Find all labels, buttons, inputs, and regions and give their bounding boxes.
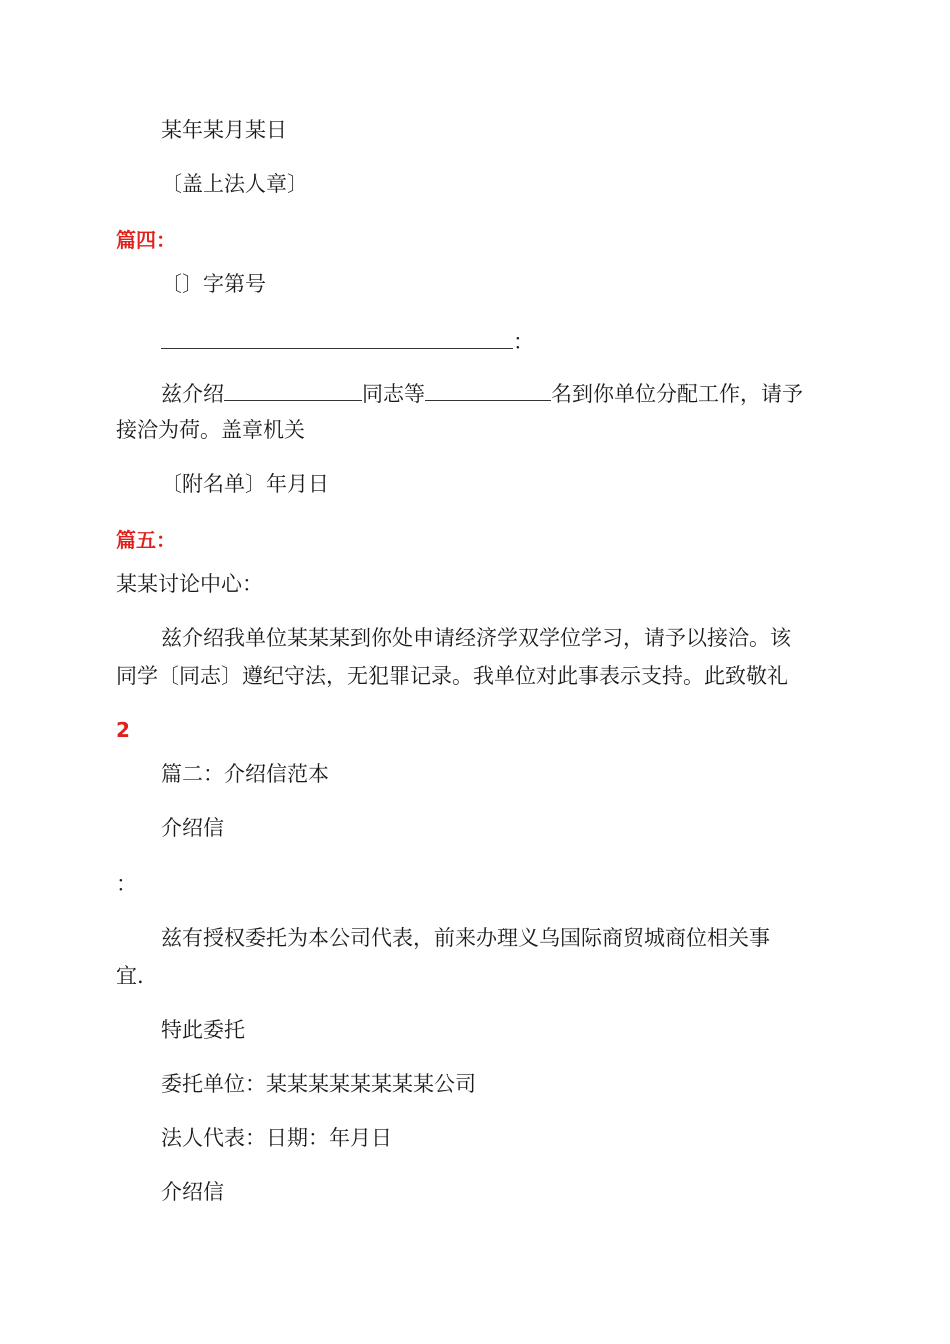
legal-rep-line: 法人代表：日期：年月日 xyxy=(161,1126,392,1150)
body-line: 兹有授权委托为本公司代表，前来办理义乌国际商贸城商位相关事 xyxy=(161,926,770,950)
page-number: 2 xyxy=(116,718,130,742)
closing-line: 特此委托 xyxy=(161,1018,245,1042)
recipient-blank xyxy=(161,328,513,349)
entrusting-unit: 委托单位：某某某某某某某某公司 xyxy=(161,1072,476,1096)
reference-number: 〔〕字第号 xyxy=(161,272,266,296)
attachment-line: 〔附名单〕年月日 xyxy=(161,472,329,496)
recipient-colon: ： xyxy=(513,330,534,354)
section-title: 篇二：介绍信范本 xyxy=(161,762,329,786)
recipient-colon: ： xyxy=(116,872,137,896)
section-heading-4: 篇四： xyxy=(116,228,176,252)
letter-title: 介绍信 xyxy=(161,816,224,840)
body-line: 接洽为荷。盖章机关 xyxy=(116,418,305,442)
body-text: 同志等 xyxy=(362,382,425,406)
body-text: 名到你单位分配工作，请予 xyxy=(551,382,803,406)
recipient-line: 某某讨论中心： xyxy=(116,572,263,596)
body-line xyxy=(161,380,803,406)
count-blank xyxy=(425,380,551,401)
letter-title: 介绍信 xyxy=(161,1180,224,1204)
name-blank xyxy=(224,380,362,401)
recipient-line xyxy=(161,328,534,354)
date-line: 某年某月某日 xyxy=(161,118,287,142)
body-line: 同学〔同志〕遵纪守法，无犯罪记录。我单位对此事表示支持。此致敬礼 xyxy=(116,664,788,688)
body-text: 兹介绍 xyxy=(161,382,224,406)
seal-note: 〔盖上法人章〕 xyxy=(161,172,308,196)
body-line: 宜. xyxy=(116,964,144,988)
section-heading-5: 篇五： xyxy=(116,528,176,552)
body-line: 兹介绍我单位某某某到你处申请经济学双学位学习，请予以接洽。该 xyxy=(161,626,791,650)
